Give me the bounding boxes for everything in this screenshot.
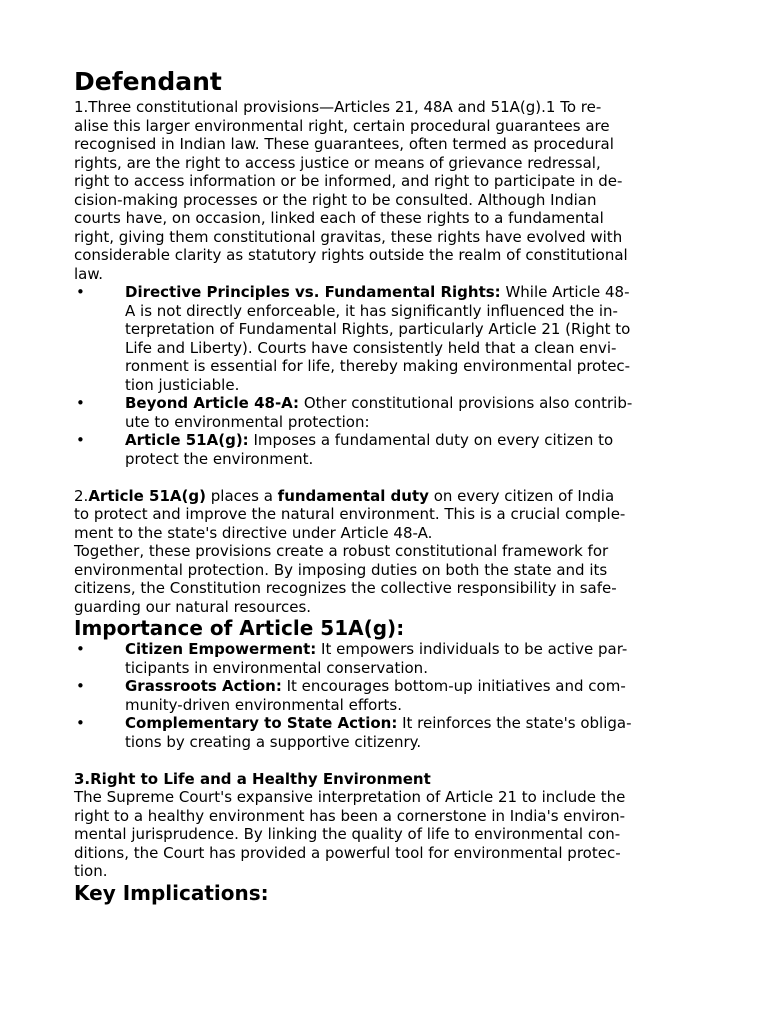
section-heading: Importance of Article 51A(g): xyxy=(74,616,405,640)
text-line: ditions, the Court has provided a powerful tool for environmental protec- xyxy=(74,843,621,862)
list-item-text: Imposes a fundamental duty on every citizen to xyxy=(248,431,614,449)
list-item-text: It encourages bottom-up initiatives and com- xyxy=(281,677,626,695)
text-line: right to access information or be informed, and right to participate in de- xyxy=(74,172,623,190)
text-line: The Supreme Court's expansive interpretation of Article 21 to include the xyxy=(74,788,626,806)
list-item-text: terpretation of Fundamental Rights, particularly Article 21 (Right to xyxy=(125,320,631,338)
document-title: Defendant xyxy=(74,67,222,96)
bullet-icon: • xyxy=(76,714,85,732)
list-item-term: Directive Principles vs. Fundamental Rights: xyxy=(125,283,501,301)
list-item xyxy=(74,714,694,751)
list-item-term: Citizen Empowerment: xyxy=(125,640,317,658)
emphasis-text: fundamental duty xyxy=(277,486,429,505)
list-item-term: Complementary to State Action: xyxy=(125,714,398,732)
list-item xyxy=(74,283,694,394)
text-line: tion. xyxy=(74,862,108,880)
text-line: ment to the state's directive under Article 48-A. xyxy=(74,523,433,542)
text-line: guarding our natural resources. xyxy=(74,597,312,616)
text-line: citizens, the Constitution recognizes the collective responsibility in safe- xyxy=(74,579,617,597)
bullet-icon: • xyxy=(76,677,85,695)
list-item-text: ute to environmental protection: xyxy=(125,412,370,431)
list-item xyxy=(74,431,694,468)
inline-text: places a xyxy=(206,486,278,505)
list-item-text: ronment is essential for life, thereby making environmental protec- xyxy=(125,357,631,375)
text-line: cision-making processes or the right to be consulted. Although Indian xyxy=(74,190,597,209)
text-line: law. xyxy=(74,264,104,283)
text-line: mental jurisprudence. By linking the quality of life to environmental con- xyxy=(74,825,621,843)
text-line: right, giving them constitutional gravitas, these rights have evolved with xyxy=(74,227,623,246)
bullet-icon: • xyxy=(76,431,85,449)
list-item-text: tions by creating a supportive citizenry. xyxy=(125,732,422,751)
list-item-term: Article 51A(g): xyxy=(125,431,249,449)
list-item xyxy=(74,394,694,431)
text-line: Together, these provisions create a robust constitutional framework for xyxy=(74,542,609,560)
importance-bullet-list xyxy=(74,640,694,751)
text-line: right to a healthy environment has been a cornerstone in India's environ- xyxy=(74,806,626,825)
section-1-paragraph xyxy=(74,98,694,283)
text-line: environmental protection. By imposing duties on both the state and its xyxy=(74,560,608,579)
list-item-term: Beyond Article 48-A: xyxy=(125,394,300,412)
list-item-text: Other constitutional provisions also contrib- xyxy=(299,394,633,412)
list-item-text: tion justiciable. xyxy=(125,375,240,394)
section-2-paragraph xyxy=(74,487,694,617)
list-item-text: Life and Liberty). Courts have consistently held that a clean envi- xyxy=(125,338,617,357)
section-heading: Key Implications: xyxy=(74,880,269,905)
list-item-text: While Article 48- xyxy=(500,283,630,301)
list-item-text: It empowers individuals to be active par- xyxy=(316,640,628,658)
spacer xyxy=(74,468,694,487)
list-item-text: A is not directly enforceable, it has significantly influenced the in- xyxy=(125,301,618,320)
section-3-paragraph xyxy=(74,788,694,881)
emphasis-text: Article 51A(g) xyxy=(88,486,206,505)
text-line: recognised in Indian law. These guarantees, often termed as procedural xyxy=(74,135,614,153)
section-1-bullet-list xyxy=(74,283,694,468)
inline-text: on every citizen of India xyxy=(428,486,615,505)
spacer xyxy=(74,751,694,770)
list-item-text: It reinforces the state's obliga- xyxy=(397,714,632,732)
text-line: considerable clarity as statutory rights outside the realm of constitutional xyxy=(74,246,628,264)
text-line: 1.Three constitutional provisions—Articles 21, 48A and 51A(g).1 To re- xyxy=(74,98,602,116)
list-item-text: munity-driven environmental efforts. xyxy=(125,695,402,714)
text-line: alise this larger environmental right, certain procedural guarantees are xyxy=(74,116,610,135)
bullet-icon: • xyxy=(76,283,85,301)
list-item xyxy=(74,640,694,677)
list-item-term: Grassroots Action: xyxy=(125,677,282,695)
subsection-heading: 3.Right to Life and a Healthy Environment xyxy=(74,769,431,788)
bullet-icon: • xyxy=(76,640,85,658)
list-item-text: ticipants in environmental conservation. xyxy=(125,658,428,677)
bullet-icon: • xyxy=(76,394,85,412)
text-line: rights, are the right to access justice or means of grievance redressal, xyxy=(74,153,601,172)
text-line: to protect and improve the natural environment. This is a crucial comple- xyxy=(74,505,626,523)
list-item-text: protect the environment. xyxy=(125,449,314,468)
text-line: courts have, on occasion, linked each of these rights to a fundamental xyxy=(74,209,604,227)
section-number: 2. xyxy=(74,486,89,505)
text-line xyxy=(74,487,694,506)
list-item xyxy=(74,677,694,714)
